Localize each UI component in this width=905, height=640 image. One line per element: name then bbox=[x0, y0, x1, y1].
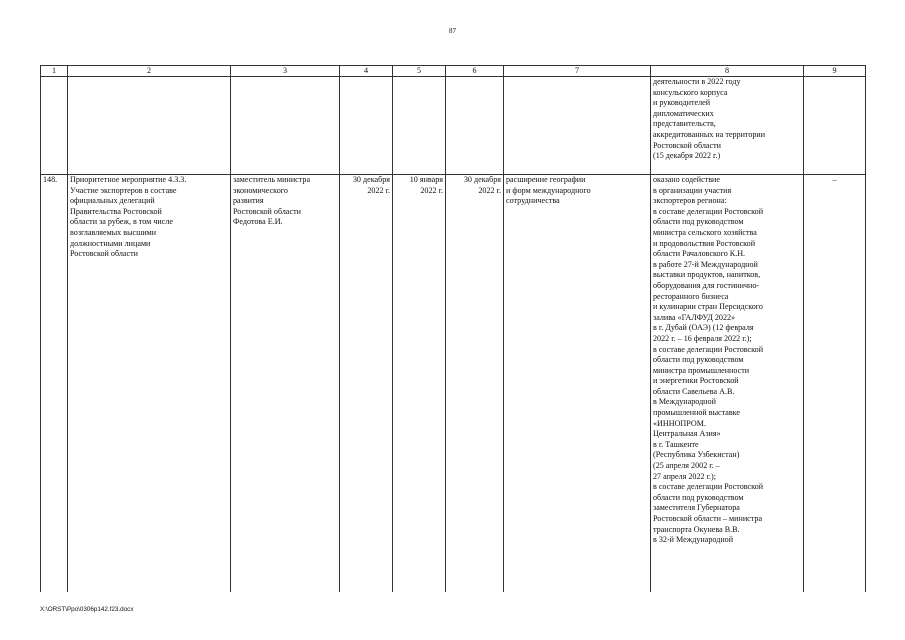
column-header-5: 5 bbox=[393, 66, 446, 77]
row-number: 148. bbox=[41, 175, 68, 593]
cell-empty bbox=[41, 77, 68, 175]
cell-empty bbox=[231, 77, 340, 175]
column-header-8: 8 bbox=[651, 66, 804, 77]
responsible-person: заместитель министра экономического развития Ростовской области Федотова Е.И. bbox=[231, 175, 340, 593]
table-header-row bbox=[41, 66, 866, 77]
column-header-3: 3 bbox=[231, 66, 340, 77]
note: – bbox=[804, 175, 866, 593]
continuation-actual-result: деятельности в 2022 году консульского корпуса и руководителей дипломатических представительств, аккредитованных на территории Ростовской области (15 декабря 2022 г.) bbox=[651, 77, 804, 175]
table-row-continuation bbox=[41, 77, 866, 175]
event-name: Приоритетное мероприятие 4.3.3. Участие экспортеров в составе официальных делегаций Правительства Ростовской области за рубеж, в том числе возглавляемых высшими должностными лицами Ростовской области bbox=[68, 175, 231, 593]
column-header-4: 4 bbox=[340, 66, 393, 77]
column-header-1: 1 bbox=[41, 66, 68, 77]
cell-empty bbox=[804, 77, 866, 175]
expected-result: расширение географии и форм международного сотрудничества bbox=[504, 175, 651, 593]
end-date: 30 декабря 2022 г. bbox=[446, 175, 504, 593]
start-date: 10 января 2022 г. bbox=[393, 175, 446, 593]
report-table bbox=[40, 65, 866, 592]
planned-date: 30 декабря 2022 г. bbox=[340, 175, 393, 593]
cell-empty bbox=[393, 77, 446, 175]
cell-empty bbox=[446, 77, 504, 175]
cell-empty bbox=[504, 77, 651, 175]
file-path: X:\ORST\Ppo\0306p142.f23.docx bbox=[40, 606, 134, 613]
column-header-9: 9 bbox=[804, 66, 866, 77]
cell-empty bbox=[68, 77, 231, 175]
page-number: 87 bbox=[449, 27, 456, 35]
column-header-2: 2 bbox=[68, 66, 231, 77]
actual-result: оказано содействие в организации участия экспортеров региона: в составе делегации Ростовской области под руководством министра сельского хозяйства и продовольствия Ростовской области Рачаловского К.Н. в работе 27-й Международной выставки продуктов, напитков, оборудования для гостинично- ресторанного бизнеса и кулинарии стран Персидского залива «ГАЛФУД 2022» в г. Дубай (ОАЭ) (12 февраля 2022 г. – 16 февраля 2022 г.); в составе делегации Ростовской области под руководством министра промышленности и энергетики Ростовской области Савельева А.В. в Международной промышленной выставке «ИННОПРОМ. Центральная Азия» в г. Ташкенте (Республика Узбекистан) (25 апреля 2002 г. – 27 апреля 2022 г.); в составе делегации Ростовской области под руководством заместителя Губернатора Ростовской области – министра транспорта Окунева В.В. в 32-й Международной bbox=[651, 175, 804, 593]
table-row-148 bbox=[41, 175, 866, 593]
column-header-7: 7 bbox=[504, 66, 651, 77]
cell-empty bbox=[340, 77, 393, 175]
column-header-6: 6 bbox=[446, 66, 504, 77]
